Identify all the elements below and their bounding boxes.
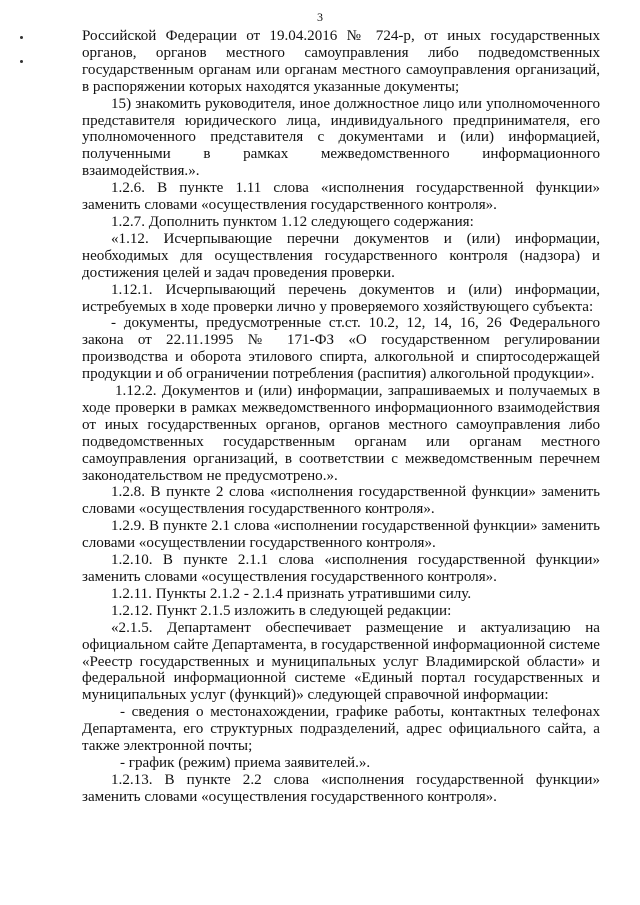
- paragraph: Российской Федерации от 19.04.2016 № 724-р, от иных государственных органов, органов местного самоуправления либо подведомственных государственным органам или органам местного самоуправления организаций, в распоряжении которых находятся указанные документы;: [82, 28, 600, 95]
- paragraph: - документы, предусмотренные ст.ст. 10.2, 12, 14, 16, 26 Федерального закона от 22.11.1995 № 171-ФЗ «О государственном регулировании производства и оборота этилового спирта, алкогольной и спиртосодержащей продукции и об ограничении потребления (распития) алкогольной продукции».: [82, 315, 600, 383]
- paragraph: 1.2.10. В пункте 2.1.1 слова «исполнения государственной функции» заменить словами «осуществления государственного контроля».: [82, 552, 600, 585]
- paragraph: «1.12. Исчерпывающие перечни документов и (или) информации, необходимых для осуществления государственного контроля (надзора) и достижения целей и задач проведения проверки.: [82, 230, 600, 281]
- scan-mark: [20, 36, 23, 39]
- paragraph: 1.2.8. В пункте 2 слова «исполнения государственной функции» заменить словами «осуществления государственного контроля».: [82, 484, 600, 518]
- list-item: - график (режим) приема заявителей.».: [120, 754, 371, 771]
- paragraph: 15) знакомить руководителя, иное должностное лицо или уполномоченного представителя юридического лица, индивидуального предпринимателя, его уполномоченного представителя с документами и (или) информацией, полученными в рамках межведомственного информационного взаимодействия.».: [82, 95, 600, 180]
- paragraph: 1.12.2. Документов и (или) информации, запрашиваемых и получаемых в ходе проверки в рамках межведомственного информационного взаимодействия от иных государственных органов, органов местного самоуправления либо подведомственных государственным органам или органам местного самоуправления организаций, в соответствии с межведомственным перечнем законодательством не предусмотрено.».: [82, 383, 600, 484]
- list-item: - сведения о местонахождении, графике работы, контактных телефонах Департамента, его структурных подразделений, адрес официального сайта, а также электронной почты;: [82, 704, 600, 755]
- document-body: [82, 28, 600, 806]
- paragraph: 1.2.9. В пункте 2.1 слова «исполнении государственной функции» заменить словами «осуществлении государственного контроля».: [82, 518, 600, 552]
- paragraph: 1.2.6. В пункте 1.11 слова «исполнения государственной функции» заменить словами «осуществления государственного контроля».: [82, 180, 600, 214]
- paragraph: 1.2.11. Пункты 2.1.2 - 2.1.4 признать утратившими силу.: [111, 585, 472, 602]
- page-number: 3: [317, 10, 323, 24]
- paragraph: 1.12.1. Исчерпывающий перечень документов и (или) информации, истребуемых в ходе проверки лично у проверяемого хозяйствующего субъекта:: [82, 281, 600, 315]
- paragraph: 1.2.7. Дополнить пунктом 1.12 следующего содержания:: [111, 213, 474, 230]
- paragraph: 1.2.13. В пункте 2.2 слова «исполнения государственной функции» заменить словами «осуществления государственного контроля».: [82, 771, 600, 805]
- paragraph: 1.2.12. Пункт 2.1.5 изложить в следующей редакции:: [111, 602, 452, 619]
- paragraph: «2.1.5. Департамент обеспечивает размещение и актуализацию на официальном сайте Департамента, в государственной информационной системе «Реестр государственных и муниципальных услуг Владимирской области» и федеральной информационной системе «Единый портал государственных и муниципальных услуг (функций)» следующей справочной информации:: [82, 619, 600, 704]
- scan-mark: [20, 60, 23, 63]
